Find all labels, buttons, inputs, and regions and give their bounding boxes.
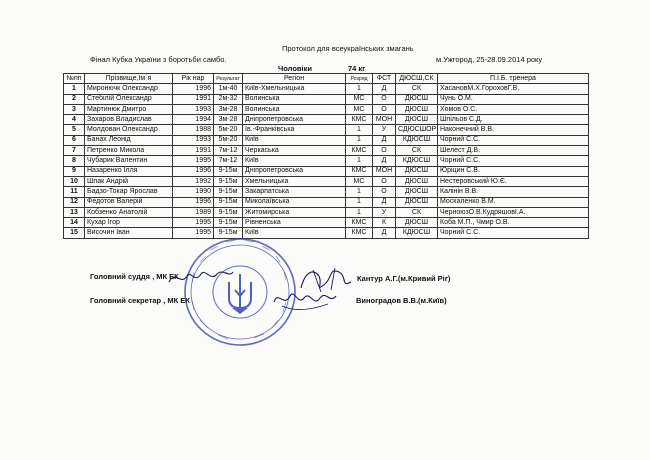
- header-birth-year: Рік нар: [173, 74, 214, 84]
- cell-rank: 1: [346, 156, 373, 166]
- cell-birth-year: 1995: [173, 156, 214, 166]
- cell-result: 9-15м: [214, 207, 243, 217]
- cell-coach: Калінін В.В.: [438, 187, 589, 197]
- cell-rank: МС: [346, 94, 373, 104]
- table-row: [64, 125, 589, 135]
- cell-school: ДЮСШ: [396, 197, 438, 207]
- cell-region: Житомирська: [243, 207, 346, 217]
- weight-category: 74 кг: [348, 64, 366, 73]
- header-coach: П.І.Б. тренера: [438, 74, 589, 84]
- table-row: [64, 228, 589, 238]
- cell-athlete-name: Бадзо-Токар Ярослав: [85, 187, 173, 197]
- competition-name: Фінал Кубка України з боротьби самбо.: [90, 55, 227, 64]
- cell-row-number: 11: [64, 187, 85, 197]
- cell-birth-year: 1993: [173, 104, 214, 114]
- cell-school: СК: [396, 146, 438, 156]
- cell-coach: Чорний С.С.: [438, 228, 589, 238]
- cell-birth-year: 1996: [173, 197, 214, 207]
- cell-region: Закарпатська: [243, 187, 346, 197]
- cell-fst: О: [373, 176, 396, 186]
- header-name: Прізвище,Ім`я: [85, 74, 173, 84]
- cell-region: Дніпропетровська: [243, 115, 346, 125]
- cell-result: 9-15м: [214, 166, 243, 176]
- cell-school: ДЮСШ: [396, 218, 438, 228]
- cell-school: КДЮСШ: [396, 228, 438, 238]
- cell-row-number: 6: [64, 135, 85, 145]
- place-and-date: м.Ужгород, 25-28.09.2014 року: [436, 55, 543, 64]
- table-row: [64, 197, 589, 207]
- cell-row-number: 14: [64, 218, 85, 228]
- chief-judge-name: Кантур А.Г.(м.Кривий Ріг): [357, 274, 451, 283]
- cell-birth-year: 1993: [173, 135, 214, 145]
- chief-judge-label: Головний суддя , МК ЕК: [90, 272, 179, 281]
- cell-athlete-name: Захаров Владислав: [85, 115, 173, 125]
- cell-athlete-name: Височин Іван: [85, 228, 173, 238]
- cell-fst: МОН: [373, 115, 396, 125]
- secretary-signature: [270, 284, 340, 314]
- cell-result: 1м-40: [214, 84, 243, 94]
- cell-athlete-name: Шпак Андрій: [85, 176, 173, 186]
- cell-athlete-name: Банах Леонід: [85, 135, 173, 145]
- header-result: Результат: [214, 74, 243, 84]
- cell-result: 2м-32: [214, 94, 243, 104]
- cell-result: 9-15м: [214, 228, 243, 238]
- cell-athlete-name: Чубарик Валентин: [85, 156, 173, 166]
- cell-fst: Д: [373, 228, 396, 238]
- cell-birth-year: 1996: [173, 84, 214, 94]
- cell-school: ДЮСШ: [396, 166, 438, 176]
- cell-region: Черкаська: [243, 146, 346, 156]
- cell-result: 3м-28: [214, 115, 243, 125]
- cell-athlete-name: Мартинюк Дмитро: [85, 104, 173, 114]
- cell-birth-year: 1991: [173, 94, 214, 104]
- cell-row-number: 15: [64, 228, 85, 238]
- cell-coach: Хомов О.С.: [438, 104, 589, 114]
- cell-rank: МС: [346, 176, 373, 186]
- cell-school: ДЮСШ: [396, 176, 438, 186]
- cell-school: КДЮСШ: [396, 135, 438, 145]
- cell-coach: Коба М.П., Чмир О.В.: [438, 218, 589, 228]
- cell-row-number: 1: [64, 84, 85, 94]
- cell-school: ДЮСШ: [396, 94, 438, 104]
- cell-rank: 1: [346, 187, 373, 197]
- cell-school: ДЮСШ: [396, 115, 438, 125]
- table-row: [64, 187, 589, 197]
- cell-result: 7м-12: [214, 146, 243, 156]
- cell-region: Хмельницька: [243, 176, 346, 186]
- cell-birth-year: 1991: [173, 146, 214, 156]
- cell-coach: Чорний С.С.: [438, 135, 589, 145]
- cell-coach: Нестеровський Ю.Є.: [438, 176, 589, 186]
- cell-rank: МС: [346, 104, 373, 114]
- cell-athlete-name: Кобзенко Анатолій: [85, 207, 173, 217]
- cell-school: ДЮСШ: [396, 104, 438, 114]
- cell-athlete-name: Петренко Микола: [85, 146, 173, 156]
- cell-rank: 1: [346, 207, 373, 217]
- cell-coach: Москаленко В.М.: [438, 197, 589, 207]
- cell-rank: КМС: [346, 146, 373, 156]
- cell-birth-year: 1996: [173, 166, 214, 176]
- table-header-row: [64, 74, 589, 84]
- header-fst: ФСТ: [373, 74, 396, 84]
- cell-fst: Д: [373, 197, 396, 207]
- cell-coach: Юріцин С.В.: [438, 166, 589, 176]
- cell-school: СК: [396, 84, 438, 94]
- cell-fst: МОН: [373, 166, 396, 176]
- cell-coach: ХасановМ.Х.ГороховГ.В.: [438, 84, 589, 94]
- cell-birth-year: 1989: [173, 207, 214, 217]
- cell-result: 9-15м: [214, 197, 243, 207]
- cell-result: 5м-20: [214, 135, 243, 145]
- table-row: [64, 146, 589, 156]
- cell-region: Миколаївська: [243, 197, 346, 207]
- cell-row-number: 8: [64, 156, 85, 166]
- table-row: [64, 156, 589, 166]
- cell-rank: 1: [346, 125, 373, 135]
- cell-school: СДЮСШОР: [396, 125, 438, 135]
- cell-coach: Наконечний В.В.: [438, 125, 589, 135]
- cell-region: Ів.-Франківська: [243, 125, 346, 135]
- cell-result: 5м-20: [214, 125, 243, 135]
- results-table: [63, 73, 589, 239]
- cell-fst: Д: [373, 84, 396, 94]
- cell-result: 3м-28: [214, 104, 243, 114]
- cell-coach: Шелест Д.В.: [438, 146, 589, 156]
- cell-athlete-name: Стебілій Олександр: [85, 94, 173, 104]
- cell-region: Рівненська: [243, 218, 346, 228]
- header-school: ДЮСШ,СК: [396, 74, 438, 84]
- cell-region: Київ: [243, 156, 346, 166]
- cell-birth-year: 1994: [173, 115, 214, 125]
- cell-rank: 1: [346, 197, 373, 207]
- chief-secretary-name: Виноградов В.В.(м.Київ): [356, 296, 447, 305]
- table-row: [64, 94, 589, 104]
- cell-rank: КМС: [346, 115, 373, 125]
- cell-fst: У: [373, 125, 396, 135]
- cell-row-number: 4: [64, 115, 85, 125]
- cell-row-number: 12: [64, 197, 85, 207]
- header-region: Регіон: [243, 74, 346, 84]
- cell-region: Волинська: [243, 104, 346, 114]
- cell-row-number: 3: [64, 104, 85, 114]
- cell-region: Дніпропетровська: [243, 166, 346, 176]
- cell-result: 9-15м: [214, 187, 243, 197]
- table-row: [64, 115, 589, 125]
- cell-rank: 1: [346, 84, 373, 94]
- cell-region: Київ-Хмельницька: [243, 84, 346, 94]
- cell-fst: Д: [373, 135, 396, 145]
- cell-region: Київ: [243, 228, 346, 238]
- cell-fst: О: [373, 94, 396, 104]
- cell-athlete-name: Миронючк Олександр: [85, 84, 173, 94]
- cell-school: ДЮСШ: [396, 187, 438, 197]
- cell-row-number: 9: [64, 166, 85, 176]
- document-title: Протокол для всеукраїнських змагань: [282, 44, 414, 53]
- cell-school: КДЮСШ: [396, 156, 438, 166]
- table-row: [64, 218, 589, 228]
- cell-school: СК: [396, 207, 438, 217]
- cell-row-number: 5: [64, 125, 85, 135]
- cell-fst: О: [373, 104, 396, 114]
- cell-birth-year: 1992: [173, 176, 214, 186]
- cell-coach: Чунь О.М.: [438, 94, 589, 104]
- cell-birth-year: 1995: [173, 218, 214, 228]
- cell-row-number: 13: [64, 207, 85, 217]
- cell-athlete-name: Молдован Олександр: [85, 125, 173, 135]
- chief-secretary-label: Головний секретар , МК ЕК: [90, 296, 190, 305]
- cell-birth-year: 1988: [173, 125, 214, 135]
- cell-coach: ЧерноюзО.В.КудряшовІ.А.: [438, 207, 589, 217]
- cell-rank: 1: [346, 135, 373, 145]
- cell-region: Волинська: [243, 94, 346, 104]
- cell-coach: Чорний С.С.: [438, 156, 589, 166]
- category-label: Чоловіки: [278, 64, 312, 73]
- table-row: [64, 135, 589, 145]
- cell-rank: КМС: [346, 218, 373, 228]
- table-row: [64, 176, 589, 186]
- cell-athlete-name: Назаренко Ілля: [85, 166, 173, 176]
- cell-coach: Шпільов С.Д.: [438, 115, 589, 125]
- judge-signature-left: [165, 262, 237, 292]
- cell-rank: КМС: [346, 228, 373, 238]
- cell-birth-year: 1995: [173, 228, 214, 238]
- cell-birth-year: 1990: [173, 187, 214, 197]
- cell-result: 9-15м: [214, 218, 243, 228]
- cell-result: 7м-12: [214, 156, 243, 166]
- cell-fst: О: [373, 146, 396, 156]
- cell-fst: Д: [373, 156, 396, 166]
- cell-row-number: 2: [64, 94, 85, 104]
- cell-athlete-name: Федотов Валерій: [85, 197, 173, 207]
- cell-region: Київ: [243, 135, 346, 145]
- cell-result: 9-15м: [214, 176, 243, 186]
- cell-row-number: 7: [64, 146, 85, 156]
- cell-fst: О: [373, 187, 396, 197]
- cell-fst: К: [373, 218, 396, 228]
- table-row: [64, 84, 589, 94]
- table-row: [64, 207, 589, 217]
- cell-athlete-name: Кухар Ігор: [85, 218, 173, 228]
- cell-row-number: 10: [64, 176, 85, 186]
- cell-rank: КМС: [346, 166, 373, 176]
- cell-fst: У: [373, 207, 396, 217]
- header-number: №пп: [64, 74, 85, 84]
- header-rank: Розряд: [346, 74, 373, 84]
- table-row: [64, 104, 589, 114]
- table-row: [64, 166, 589, 176]
